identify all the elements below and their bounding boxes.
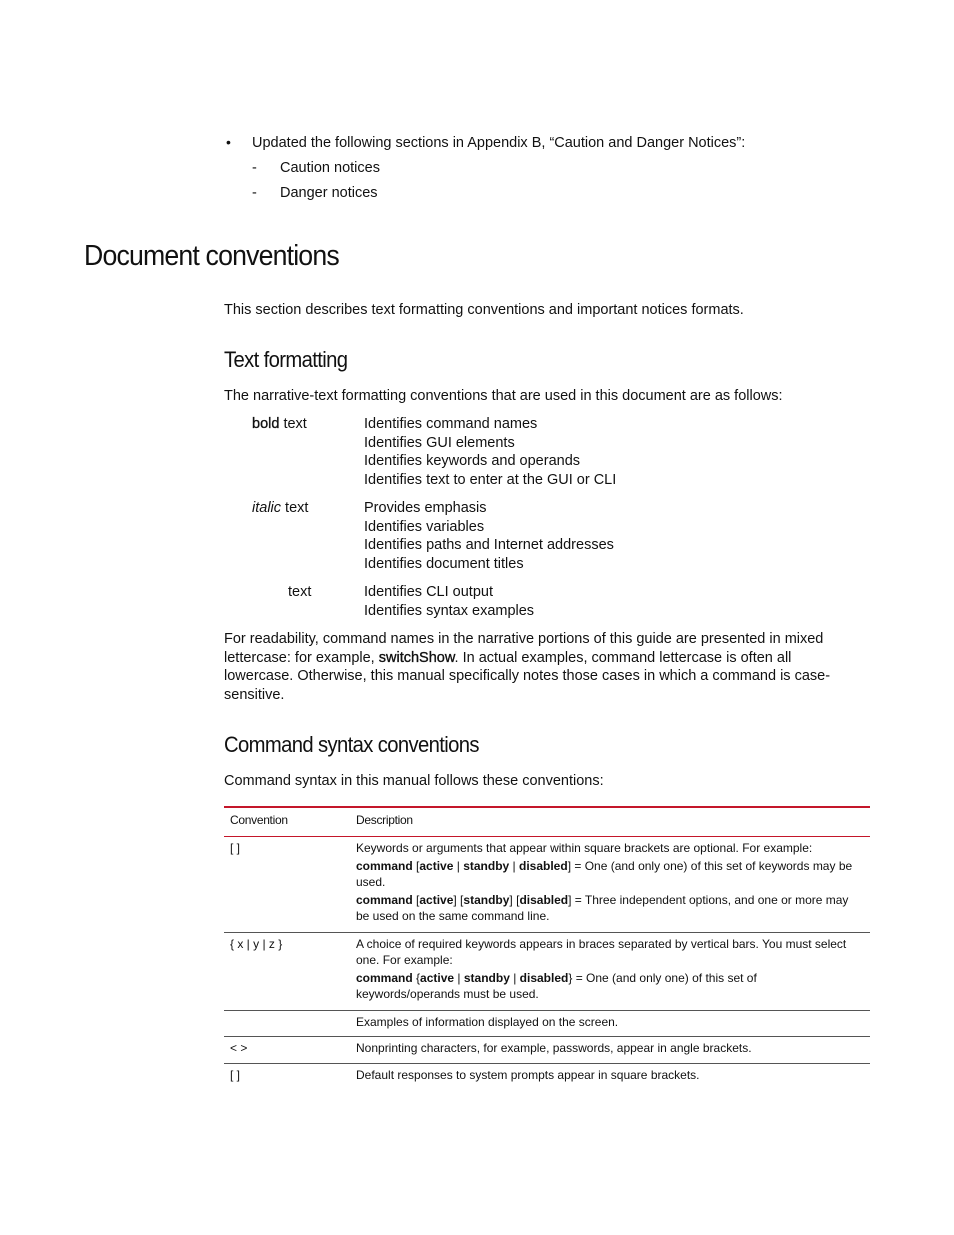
column-header-description: Description bbox=[350, 807, 870, 837]
text-formatting-intro: The narrative-text formatting conventions that are used in this document are as follows: bbox=[224, 388, 783, 404]
format-desc-code bbox=[364, 583, 534, 620]
example-keyword: disabled bbox=[519, 858, 568, 873]
convention-cell: [ ] bbox=[224, 837, 350, 933]
example-keyword: active bbox=[420, 970, 455, 985]
example-separator: ] [ bbox=[453, 892, 464, 907]
table-row bbox=[224, 1063, 870, 1089]
example-keyword: disabled bbox=[519, 892, 569, 907]
conventions-table bbox=[224, 806, 870, 1089]
format-term-italic-word: italic bbox=[252, 500, 282, 516]
subsection-title-text-formatting: Text formatting bbox=[224, 347, 348, 372]
example-command: command bbox=[356, 858, 413, 873]
example-separator: ] [ bbox=[509, 892, 520, 907]
format-term-bold-word: bold bbox=[252, 416, 280, 432]
format-desc-line: Identifies GUI elements bbox=[364, 434, 515, 451]
format-desc-bold bbox=[364, 415, 616, 489]
format-desc-line: Identifies paths and Internet addresses bbox=[364, 537, 614, 554]
convention-cell: [ ] bbox=[230, 1067, 241, 1082]
description-cell bbox=[350, 837, 870, 933]
example-note: } = One (and only one) of this set of keywords/operands must be used. bbox=[356, 970, 757, 1001]
readability-text: For readability, command names in the narrative portions of this guide are presented in mixed lettercase: for example, bbox=[224, 631, 824, 666]
table-row bbox=[224, 1010, 870, 1037]
format-desc-line: Provides emphasis bbox=[364, 500, 487, 516]
sub-item-danger: Danger notices bbox=[280, 185, 378, 201]
example-bracket: [ bbox=[412, 858, 420, 873]
bullet-item: Updated the following sections in Appendix B, “Caution and Danger Notices”: bbox=[252, 135, 746, 151]
example-keyword: disabled bbox=[519, 970, 569, 985]
dash: - bbox=[252, 185, 257, 201]
description-cell: Default responses to system prompts appear in square brackets. bbox=[356, 1067, 700, 1082]
example-note: ] = One (and only one) of this set of keywords may be used. bbox=[356, 858, 853, 889]
example-keyword: standby bbox=[463, 858, 510, 873]
example-separator: | bbox=[509, 858, 519, 873]
example-command: command bbox=[356, 892, 413, 907]
table-header-row bbox=[224, 807, 870, 837]
convention-cell bbox=[224, 1010, 350, 1037]
description-cell: Examples of information displayed on the screen. bbox=[350, 1010, 870, 1037]
example-bracket: { bbox=[412, 970, 421, 985]
command-example: switchShow bbox=[378, 649, 455, 666]
format-desc-line: Identifies text to enter at the GUI or CLI bbox=[364, 471, 617, 488]
format-desc-line: Identifies syntax examples bbox=[364, 602, 535, 619]
example-keyword: standby bbox=[463, 970, 510, 985]
format-desc-line: Identifies variables bbox=[364, 518, 485, 535]
example-command: command bbox=[356, 970, 413, 985]
description-cell: Nonprinting characters, for example, passwords, appear in angle brackets. bbox=[350, 1037, 870, 1064]
dash: - bbox=[252, 160, 257, 176]
format-term-suffix: text bbox=[281, 500, 309, 516]
example-keyword: active bbox=[419, 858, 454, 873]
example-keyword: active bbox=[419, 892, 454, 907]
format-term-code-word: text bbox=[288, 584, 312, 600]
example-bracket: [ bbox=[412, 892, 420, 907]
readability-text: . In actual examples, command lettercase is often all lowercase. Otherwise, this manual specifically notes those cases in which a command is case-sensitive. bbox=[224, 649, 831, 703]
format-term-code bbox=[288, 583, 311, 602]
format-desc-italic bbox=[364, 499, 614, 573]
command-syntax-intro: Command syntax in this manual follows these conventions: bbox=[224, 773, 604, 789]
description-cell bbox=[350, 932, 870, 1010]
example-separator: | bbox=[509, 970, 520, 985]
section-title-document-conventions: Document conventions bbox=[84, 240, 339, 272]
readability-paragraph bbox=[224, 630, 849, 704]
format-desc-line: Identifies command names bbox=[364, 416, 538, 432]
syntax-example bbox=[356, 970, 864, 1003]
description-text: A choice of required keywords appears in braces separated by vertical bars. You must select one. For example: bbox=[356, 936, 847, 967]
example-separator: | bbox=[454, 970, 464, 985]
format-term-suffix: text bbox=[279, 416, 307, 432]
format-desc-line: Identifies keywords and operands bbox=[364, 453, 581, 470]
format-term-italic bbox=[252, 499, 308, 518]
section-intro: This section describes text formatting conventions and important notices formats. bbox=[224, 302, 744, 318]
format-desc-line: Identifies document titles bbox=[364, 555, 524, 572]
syntax-example bbox=[356, 858, 864, 891]
syntax-example bbox=[356, 892, 864, 925]
column-header-convention: Convention bbox=[224, 807, 350, 837]
example-keyword: standby bbox=[463, 892, 510, 907]
table-row bbox=[224, 837, 870, 933]
format-term-bold bbox=[252, 415, 307, 434]
description-text: Keywords or arguments that appear within square brackets are optional. For example: bbox=[356, 841, 813, 855]
sub-item-caution: Caution notices bbox=[280, 160, 380, 176]
example-note: ] = Three independent options, and one or more may be used on the same command line. bbox=[356, 892, 849, 923]
convention-cell: < > bbox=[224, 1037, 350, 1064]
bullet-dot: • bbox=[226, 134, 231, 150]
subsection-title-command-syntax: Command syntax conventions bbox=[224, 732, 479, 757]
example-separator: | bbox=[453, 858, 464, 873]
format-desc-line: Identifies CLI output bbox=[364, 584, 493, 600]
convention-cell: { x | y | z } bbox=[224, 932, 350, 1010]
table-row bbox=[224, 1037, 870, 1064]
table-row bbox=[224, 932, 870, 1010]
